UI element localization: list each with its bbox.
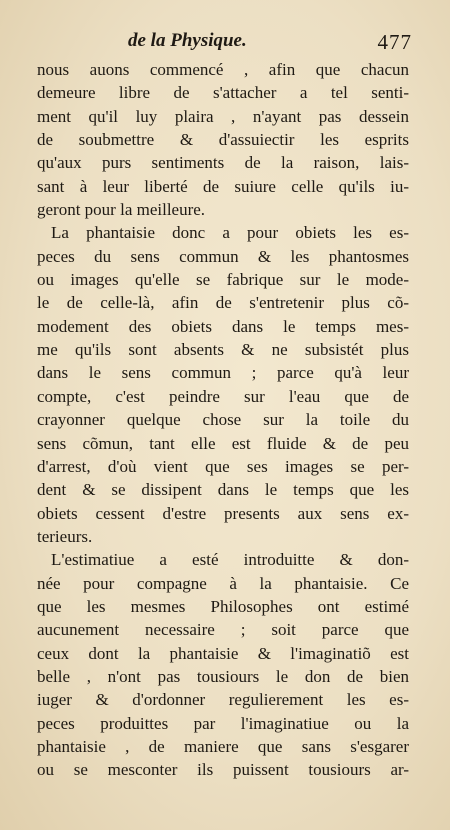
text-line: sant à leur liberté de suiure celle qu'ils iu- bbox=[37, 176, 409, 196]
text-line: La phantaisie donc a pour obiets les es- bbox=[51, 223, 409, 243]
text-line: terieurs. bbox=[37, 526, 93, 546]
text-line: née pour compagne à la phantaisie. Ce bbox=[37, 573, 409, 593]
text-line: aucunement necessaire ; soit parce que bbox=[37, 620, 409, 640]
text-line: me qu'ils sont absents & ne subsistét plus bbox=[37, 340, 409, 360]
text-line: compte, c'est peindre sur l'eau que de bbox=[37, 386, 409, 406]
text-line: obiets cessent d'estre presents aux sens ex- bbox=[37, 503, 409, 523]
text-line: le de celle-là, afin de s'entretenir plus cõ- bbox=[37, 293, 409, 313]
text-line: peces du sens commun & les phantosmes bbox=[37, 246, 409, 266]
text-line: geront pour la meilleure. bbox=[37, 200, 206, 220]
page-header bbox=[118, 30, 412, 56]
text-line: demeure libre de s'attacher a tel senti- bbox=[37, 83, 409, 103]
text-line: de soubmettre & d'assuiectir les esprits bbox=[37, 130, 409, 150]
text-line: ou se mesconter ils puissent tousiours ar- bbox=[37, 760, 409, 780]
text-line: belle , n'ont pas tousiours le don de bien bbox=[37, 666, 409, 686]
running-title: de la Physique. bbox=[128, 30, 247, 51]
text-line: peces produittes par l'imaginatiue ou la bbox=[37, 713, 409, 733]
page-number: 477 bbox=[377, 30, 412, 54]
text-line: ou images qu'elle se fabrique sur le mode- bbox=[37, 270, 409, 290]
text-line: dans le sens commun ; parce qu'à leur bbox=[37, 363, 409, 383]
text-line: d'arrest, d'où vient que ses images se per- bbox=[37, 456, 409, 476]
text-line: L'estimatiue a esté introduitte & don- bbox=[51, 550, 409, 570]
text-line: dent & se dissipent dans le temps que les bbox=[37, 480, 409, 500]
text-line: nous auons commencé , afin que chacun bbox=[37, 60, 409, 79]
text-line: ment qu'il luy plaira , n'ayant pas dessein bbox=[37, 106, 409, 126]
text-line: ceux dont la phantaisie & l'imaginatiõ est bbox=[37, 643, 409, 663]
text-line: iuger & d'ordonner regulierement les es- bbox=[37, 690, 409, 710]
text-line: sens cõmun, tant elle est fluide & de peu bbox=[37, 433, 409, 453]
text-line: modement des obiets dans le temps mes- bbox=[37, 316, 409, 336]
text-line: phantaisie , de maniere que sans s'esgarer bbox=[37, 736, 409, 756]
body-text bbox=[37, 58, 409, 782]
text-line: crayonner quelque chose sur la toile du bbox=[37, 410, 409, 430]
text-line: qu'aux purs sentiments de la raison, lais- bbox=[37, 153, 409, 173]
text-line: que les mesmes Philosophes ont estimé bbox=[37, 596, 409, 616]
